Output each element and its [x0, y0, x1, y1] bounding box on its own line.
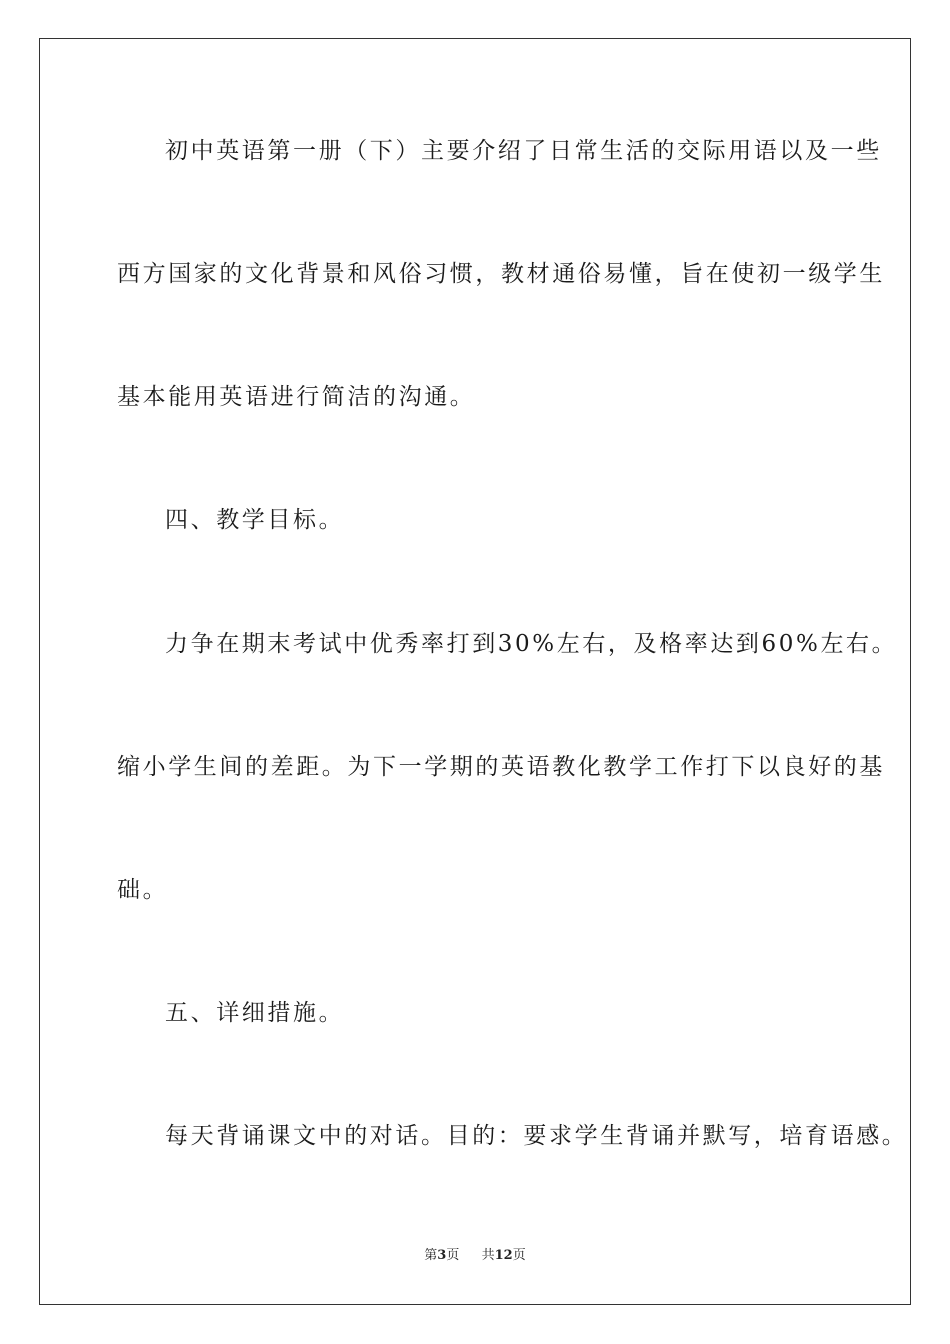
paragraph-line-7: 础。	[117, 877, 169, 903]
footer-page-number: 3	[437, 1248, 447, 1263]
footer-page-prefix: 第	[424, 1248, 438, 1263]
paragraph-line-5: 力争在期末考试中优秀率打到30%左右，及格率达到60%左右。	[165, 631, 898, 657]
page-footer	[0, 1246, 950, 1266]
footer-total-pages: 12	[494, 1248, 513, 1263]
paragraph-line-1: 初中英语第一册（下）主要介绍了日常生活的交际用语以及一些	[165, 138, 882, 164]
footer-total-suffix: 页	[512, 1248, 526, 1263]
section-heading-measures: 五、详细措施。	[165, 1000, 345, 1026]
paragraph-line-6: 缩小学生间的差距。为下一学期的英语教化教学工作打下以良好的基	[117, 754, 885, 780]
paragraph-line-2: 西方国家的文化背景和风俗习惯，教材通俗易懂，旨在使初一级学生	[117, 261, 885, 287]
paragraph-line-9: 每天背诵课文中的对话。目的：要求学生背诵并默写，培育语感。	[165, 1123, 908, 1149]
footer-page-suffix: 页	[446, 1248, 460, 1263]
paragraph-line-3: 基本能用英语进行简洁的沟通。	[117, 384, 476, 410]
section-heading-objectives: 四、教学目标。	[165, 507, 345, 533]
page-border	[39, 38, 911, 1305]
footer-total-prefix: 共	[481, 1248, 495, 1263]
